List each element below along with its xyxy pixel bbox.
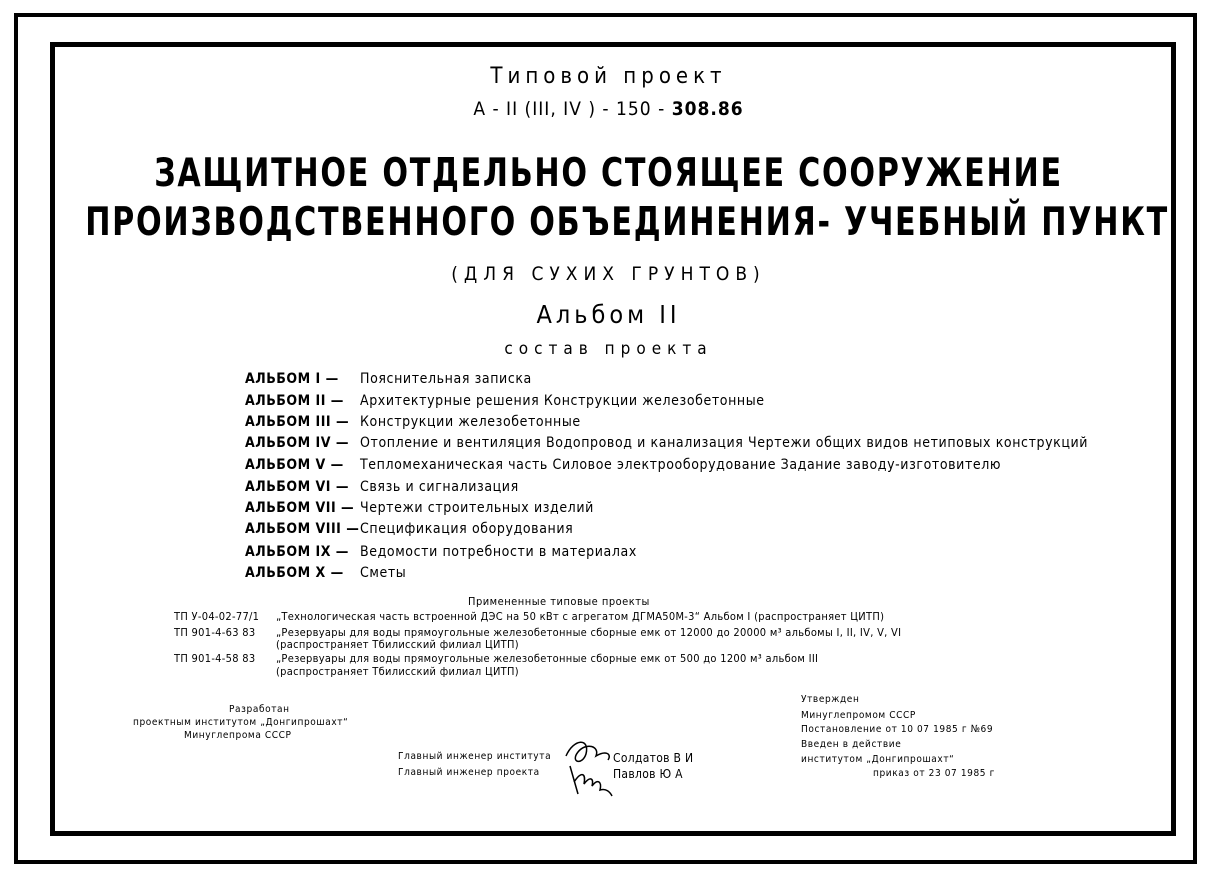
project-number: 308.86 [671, 98, 744, 120]
album-text: Чертежи строительных изделий [360, 500, 594, 516]
developed-line-2: проектным институтом „Донгипрошахт“ [133, 717, 349, 728]
album-key: АЛЬБОМ VI — [245, 479, 349, 495]
album-title: Альбом II [536, 300, 681, 329]
album-row [245, 415, 581, 429]
album-text: Тепломеханическая часть Силовое электрооборудование Задание заводу-изготовителю [360, 457, 1002, 473]
chief-institute-name: Солдатов В И [613, 751, 694, 765]
title-line-1: ЗАЩИТНОЕ ОТДЕЛЬНО СТОЯЩЕЕ СООРУЖЕНИЕ [154, 151, 1063, 196]
album-text: Спецификация оборудования [360, 521, 574, 537]
album-row [245, 545, 637, 559]
applied-line: „Резервуары для воды прямоугольные железобетонные сборные емк от 12000 до 20000 м³ альбомы I, II, IV, V, VI [276, 626, 902, 639]
approved-line-4: Введен в действие [801, 739, 902, 750]
album-key: АЛЬБОМ I — [245, 371, 339, 387]
approved-line-6: приказ от 23 07 1985 г [873, 768, 995, 779]
album-text: Ведомости потребности в материалах [360, 544, 637, 560]
applied-line: „Резервуары для воды прямоугольные железобетонные сборные емк от 500 до 1200 м³ альбом III [276, 652, 819, 665]
applied-code: ТП 901-4-58 83 [174, 652, 256, 665]
composition-title: состав проекта [504, 339, 713, 359]
album-key: АЛЬБОМ VIII — [245, 521, 360, 537]
developed-line-1: Разработан [229, 704, 290, 715]
approved-line-2: Минуглепромом СССР [801, 710, 916, 721]
album-text: Конструкции железобетонные [360, 414, 581, 430]
album-row [245, 522, 573, 536]
album-key: АЛЬБОМ V — [245, 457, 344, 473]
applied-line: „Технологическая часть встроенной ДЭС на 50 кВт с агрегатом ДГМА50М-3“ Альбом I (распространяет ЦИТП) [276, 610, 885, 623]
applied-line: (распространяет Тбилисский филиал ЦИТП) [276, 665, 519, 678]
album-key: АЛЬБОМ VII — [245, 500, 355, 516]
applied-code: ТП 901-4-63 83 [174, 626, 256, 639]
chief-institute-label: Главный инженер института [398, 751, 552, 762]
album-text: Сметы [360, 565, 407, 581]
album-key: АЛЬБОМ II — [245, 393, 344, 409]
applied-code: ТП У-04-02-77/1 [174, 610, 260, 623]
header-line-1: Типовой проект [490, 64, 727, 89]
album-text: Отопление и вентиляция Водопровод и канализация Чертежи общих видов нетиповых конструкций [360, 435, 1089, 451]
album-key: АЛЬБОМ X — [245, 565, 344, 581]
album-key: АЛЬБОМ IX — [245, 544, 349, 560]
album-key: АЛЬБОМ III — [245, 414, 350, 430]
approved-line-1: Утвержден [801, 694, 860, 705]
developed-line-3: Минуглепрома СССР [184, 730, 292, 741]
approved-line-3: Постановление от 10 07 1985 г №69 [801, 724, 994, 735]
album-key: АЛЬБОМ IV — [245, 435, 349, 451]
album-row [245, 501, 594, 515]
album-row [245, 458, 1001, 472]
album-row [245, 394, 765, 408]
project-code-prefix: А - II (III, IV ) - 150 - [473, 98, 672, 120]
chief-project-label: Главный инженер проекта [398, 767, 540, 778]
subtitle: (ДЛЯ СУХИХ ГРУНТОВ) [451, 263, 766, 285]
album-row [245, 372, 532, 386]
album-row [245, 436, 1088, 450]
approved-line-5: институтом „Донгипрошахт“ [801, 754, 955, 765]
applied-projects-title: Примененные типовые проекты [468, 595, 650, 608]
signature-2-icon [560, 760, 620, 800]
chief-project-name: Павлов Ю А [613, 767, 683, 781]
album-row [245, 480, 519, 494]
album-row [245, 566, 406, 580]
album-text: Связь и сигнализация [360, 479, 519, 495]
album-text: Архитектурные решения Конструкции железобетонные [360, 393, 765, 409]
header-line-2 [0, 100, 1217, 119]
title-line-2: ПРОИЗВОДСТВЕННОГО ОБЪЕДИНЕНИЯ- УЧЕБНЫЙ ПУНКТ [85, 200, 1169, 245]
album-text: Пояснительная записка [360, 371, 532, 387]
applied-line: (распространяет Тбилисский филиал ЦИТП) [276, 638, 519, 651]
